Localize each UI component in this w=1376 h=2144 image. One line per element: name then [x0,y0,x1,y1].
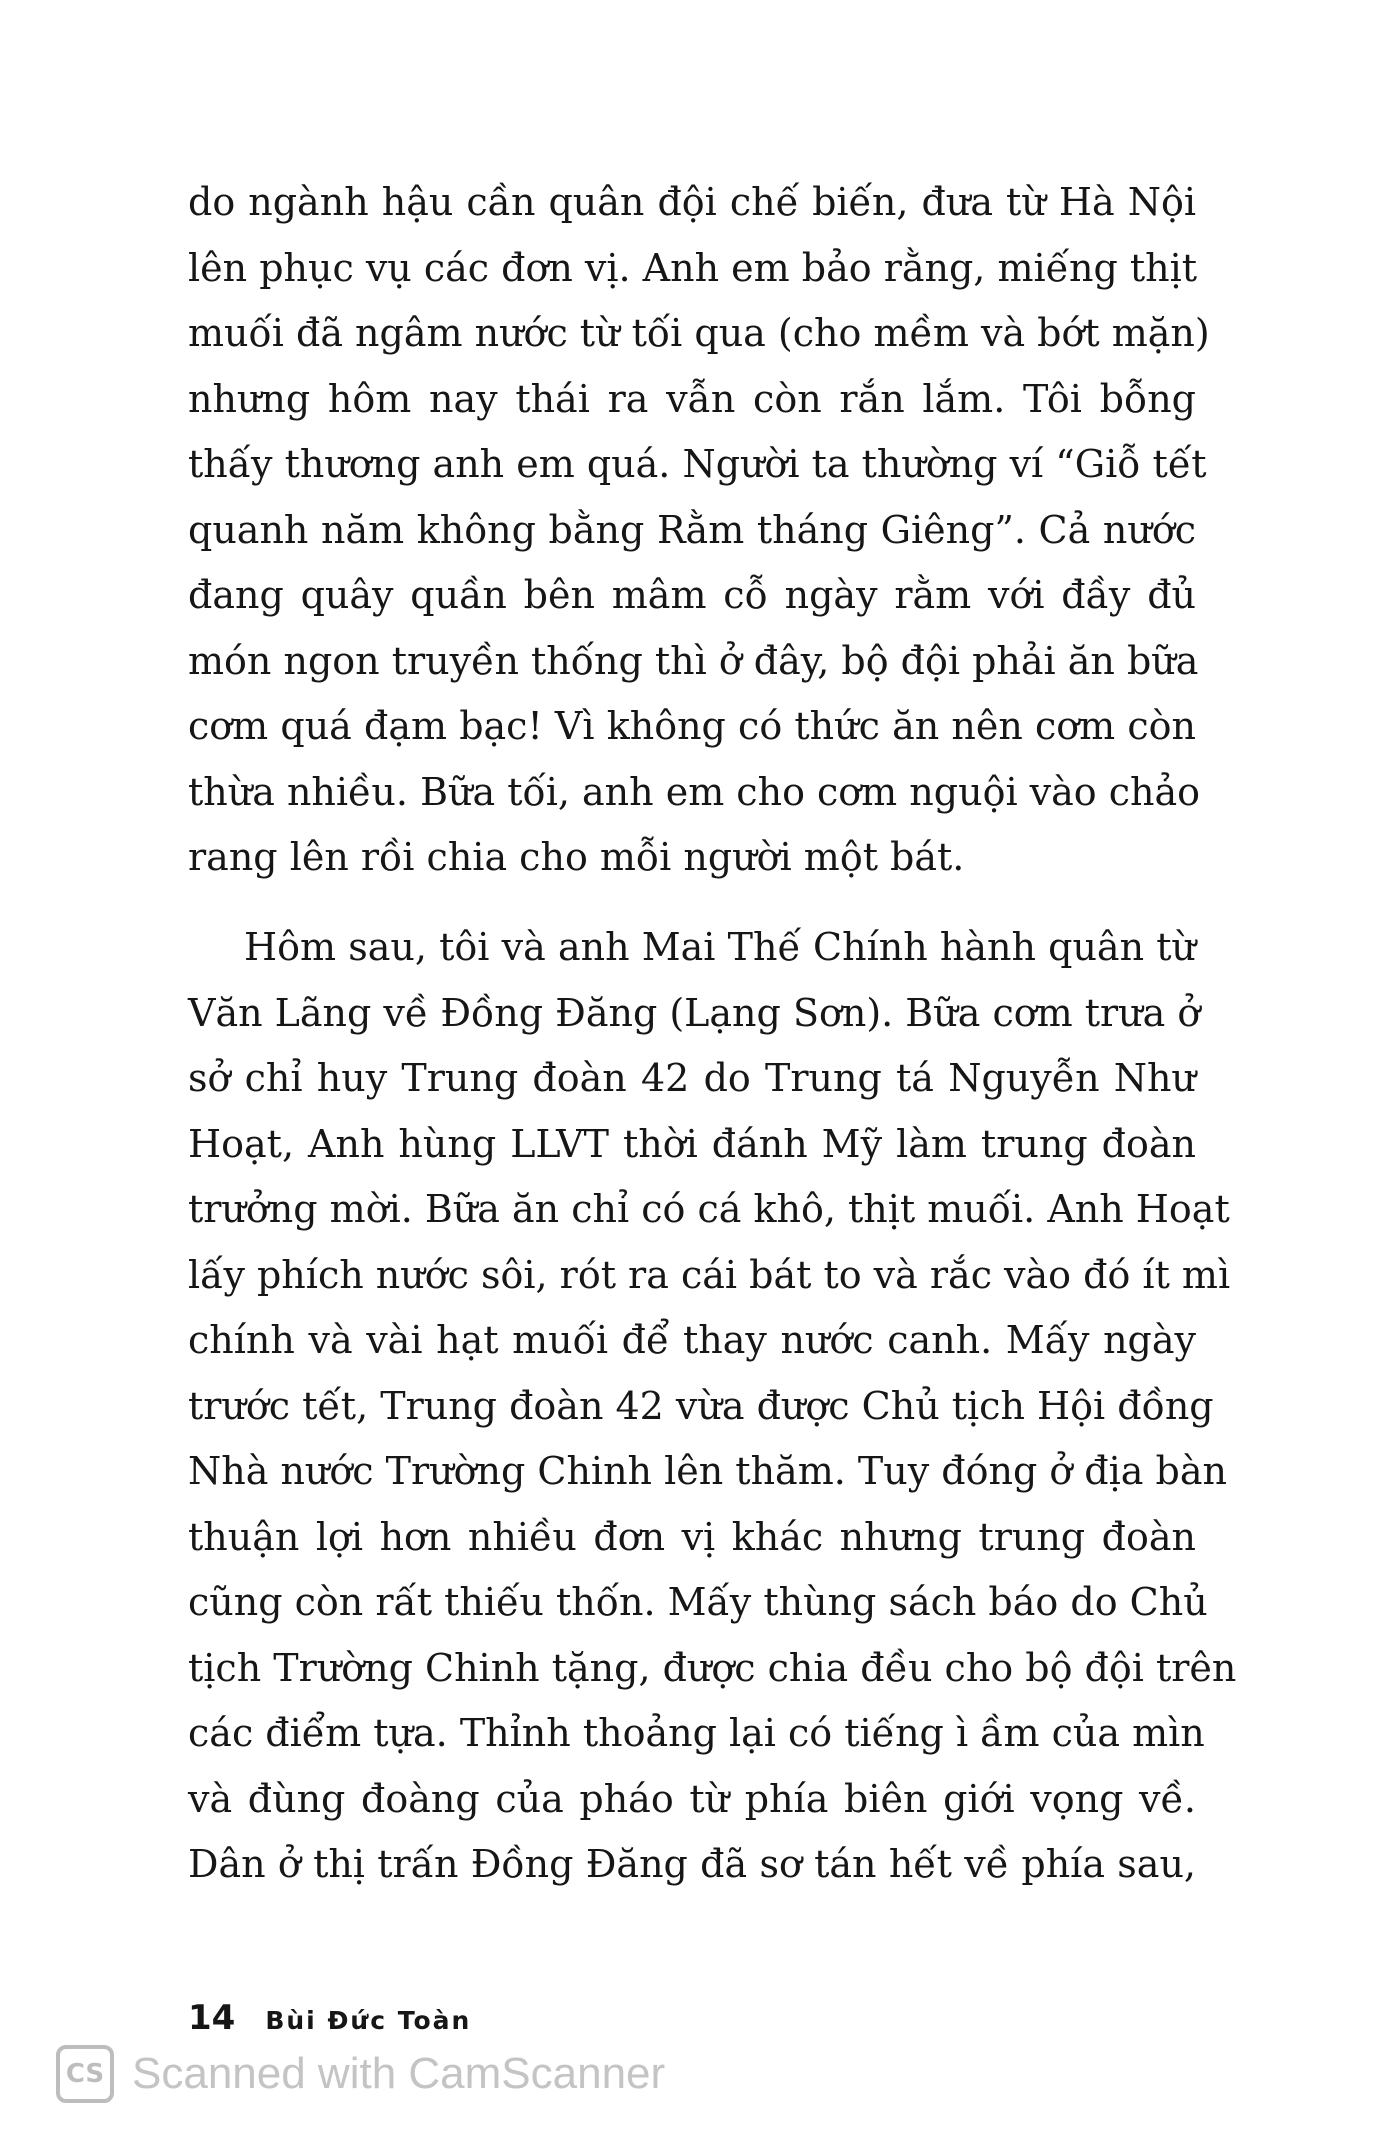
text-line: thuận lợi hơn nhiều đơn vị khác nhưng trung đoàn [188,1514,1196,1559]
text-line: rang lên rồi chia cho mỗi người một bát. [188,835,965,879]
text-line: sở chỉ huy Trung đoàn 42 do Trung tá Nguyễn Như [188,1056,1196,1100]
text-line: Hôm sau, tôi và anh Mai Thế Chính hành quân từ [244,925,1196,969]
text-line: Nhà nước Trường Chinh lên thăm. Tuy đóng ở địa bàn [188,1449,1227,1493]
text-line: thừa nhiều. Bữa tối, anh em cho cơm nguội vào chảo [188,769,1201,814]
text-line: do ngành hậu cần quân đội chế biến, đưa từ Hà Nội [188,180,1196,224]
text-line: nhưng hôm nay thái ra vẫn còn rắn lắm. Tôi bỗng [188,376,1196,421]
text-line: chính và vài hạt muối để thay nước canh. Mấy ngày [188,1318,1196,1362]
text-line: Dân ở thị trấn Đồng Đăng đã sơ tán hết về phía sau, [188,1842,1196,1886]
text-line: cũng còn rất thiếu thốn. Mấy thùng sách báo do Chủ [188,1580,1208,1624]
text-line: lên phục vụ các đơn vị. Anh em bảo rằng, miếng thịt [188,245,1198,290]
text-line: thấy thương anh em quá. Người ta thường ví “Giỗ tết [188,442,1207,486]
author-name: Bùi Đức Toàn [265,2006,472,2035]
camscanner-logo-icon: CS [56,2045,114,2103]
text-line: trưởng mời. Bữa ăn chỉ có cá khô, thịt muối. Anh Hoạt [188,1187,1230,1231]
text-line: đang quây quần bên mâm cỗ ngày rằm với đầy đủ [188,573,1196,617]
text-line: tịch Trường Chinh tặng, được chia đều cho bộ đội trên [188,1645,1237,1690]
text-line: món ngon truyền thống thì ở đây, bộ đội phải ăn bữa [188,638,1199,683]
text-line: quanh năm không bằng Rằm tháng Giêng”. Cả nước [188,507,1196,552]
paragraph-1 [188,170,1210,891]
text-line: trước tết, Trung đoàn 42 vừa được Chủ tịch Hội đồng [188,1383,1214,1428]
watermark-text: Scanned with CamScanner [132,2049,666,2098]
text-line: và đùng đoàng của pháo từ phía biên giới vọng về. [188,1776,1196,1821]
text-line: Văn Lãng về Đồng Đăng (Lạng Sơn). Bữa cơm trưa ở [188,990,1201,1035]
text-line: cơm quá đạm bạc! Vì không có thức ăn nên cơm còn [188,704,1196,748]
text-line: lấy phích nước sôi, rót ra cái bát to và rắc vào đó ít mì [188,1252,1231,1297]
camscanner-watermark [56,2045,665,2103]
page-footer [188,1998,471,2048]
text-line: muối đã ngâm nước từ tối qua (cho mềm và bớt mặn) [188,311,1210,355]
page-number: 14 [188,1998,236,2038]
paragraph-2 [188,915,1237,1898]
text-line: các điểm tựa. Thỉnh thoảng lại có tiếng ì ầm của mìn [188,1711,1205,1755]
text-line: Hoạt, Anh hùng LLVT thời đánh Mỹ làm trung đoàn [188,1121,1196,1166]
